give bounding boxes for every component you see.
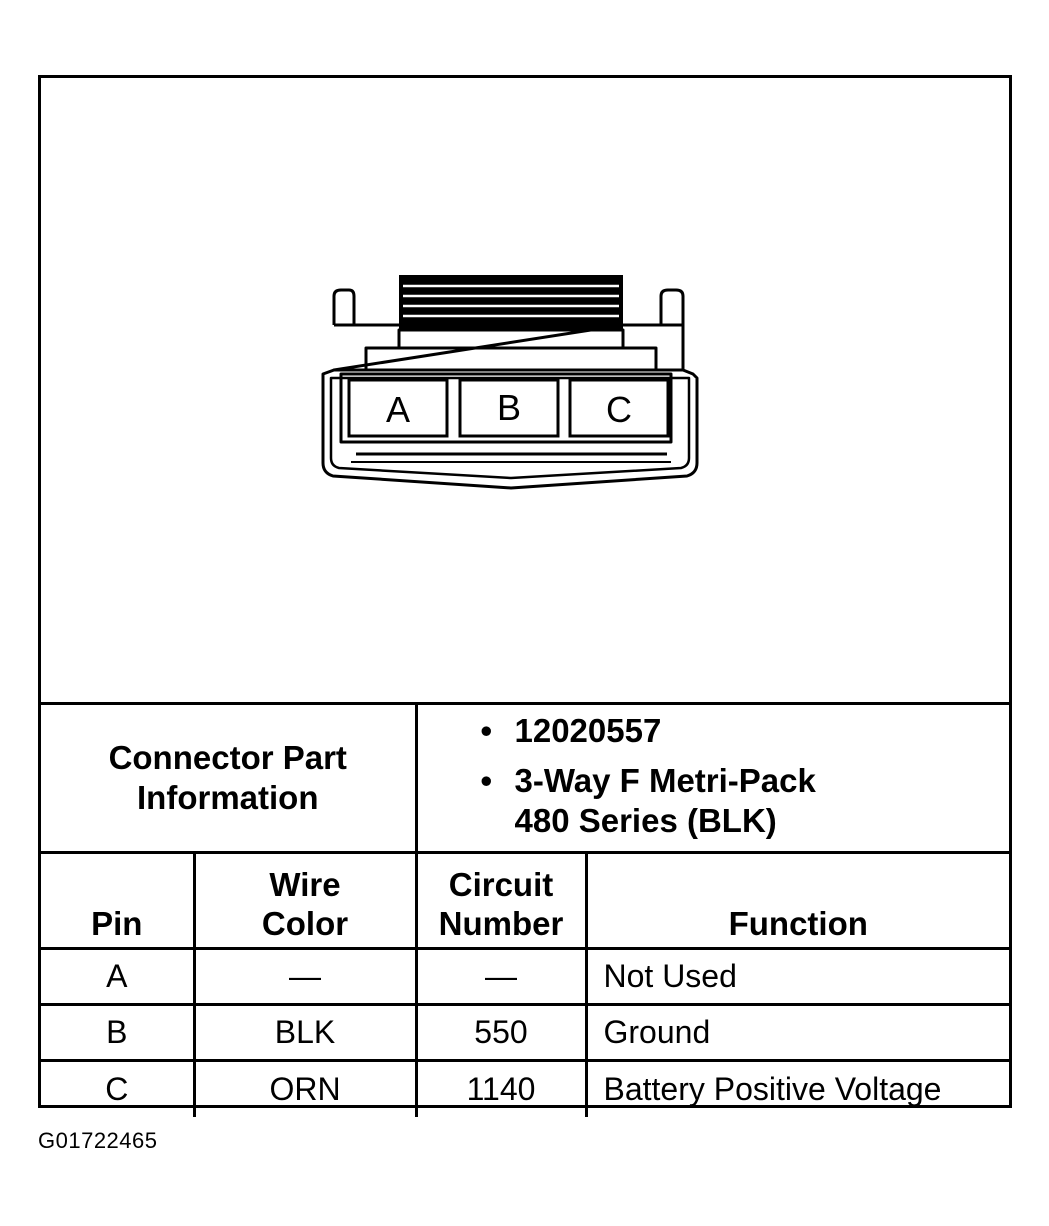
cell-function: Ground xyxy=(586,1005,1009,1061)
figure-id: G01722465 xyxy=(38,1128,158,1153)
part-info-label-cell xyxy=(41,704,416,853)
part-number-item xyxy=(418,711,1010,751)
part-description-item xyxy=(418,761,1010,841)
cell-wire-color: ORN xyxy=(194,1061,416,1117)
header-function-label: Function xyxy=(728,905,868,942)
cell-function: Not Used xyxy=(586,949,1009,1005)
cell-circuit-number: 550 xyxy=(416,1005,586,1061)
right-ear xyxy=(661,290,683,325)
part-number: 12020557 xyxy=(514,712,662,749)
header-circuit-line1: Circuit xyxy=(448,866,554,903)
header-pin-label: Pin xyxy=(91,905,143,942)
cell-wire-color: — xyxy=(194,949,416,1005)
cell-circuit-number: 1140 xyxy=(416,1061,586,1117)
table-row xyxy=(41,1005,1009,1061)
header-wire-color xyxy=(194,853,416,949)
pin-label-c: C xyxy=(606,389,632,430)
part-info-label-line2: Information xyxy=(137,779,319,816)
cell-wire-color: BLK xyxy=(194,1005,416,1061)
cell-function: Battery Positive Voltage xyxy=(586,1061,1009,1117)
connector-face-drawing xyxy=(41,78,1009,702)
pin-cavities xyxy=(349,380,668,436)
part-description-line1: 3-Way F Metri-Pack xyxy=(514,762,816,799)
cell-pin: B xyxy=(41,1005,194,1061)
connector-info-table xyxy=(41,702,1009,1117)
header-pin xyxy=(41,853,194,949)
cell-pin: C xyxy=(41,1061,194,1117)
table-row xyxy=(41,949,1009,1005)
bullet-icon: • xyxy=(480,712,493,749)
pin-label-a: A xyxy=(385,389,411,430)
header-wire-color-line1: Wire xyxy=(269,866,341,903)
part-description-line2: 480 Series (BLK) xyxy=(514,802,777,839)
header-wire-color-line2: Color xyxy=(261,905,349,942)
bullet-icon: • xyxy=(480,762,493,799)
diagram-frame xyxy=(38,75,1012,1108)
table-header-row xyxy=(41,853,1009,949)
part-info-label-line1: Connector Part xyxy=(108,739,347,776)
pin-label-b: B xyxy=(496,387,522,428)
table-row xyxy=(41,1061,1009,1117)
connector-latch xyxy=(399,275,623,330)
connector-drawing-area xyxy=(41,78,1009,702)
cell-circuit-number: — xyxy=(416,949,586,1005)
cell-pin: A xyxy=(41,949,194,1005)
part-info-value-cell xyxy=(416,704,1009,853)
header-circuit-line2: Number xyxy=(438,905,564,942)
header-function xyxy=(586,853,1009,949)
left-ear xyxy=(334,290,354,325)
part-info-row xyxy=(41,704,1009,853)
header-circuit-number xyxy=(416,853,586,949)
